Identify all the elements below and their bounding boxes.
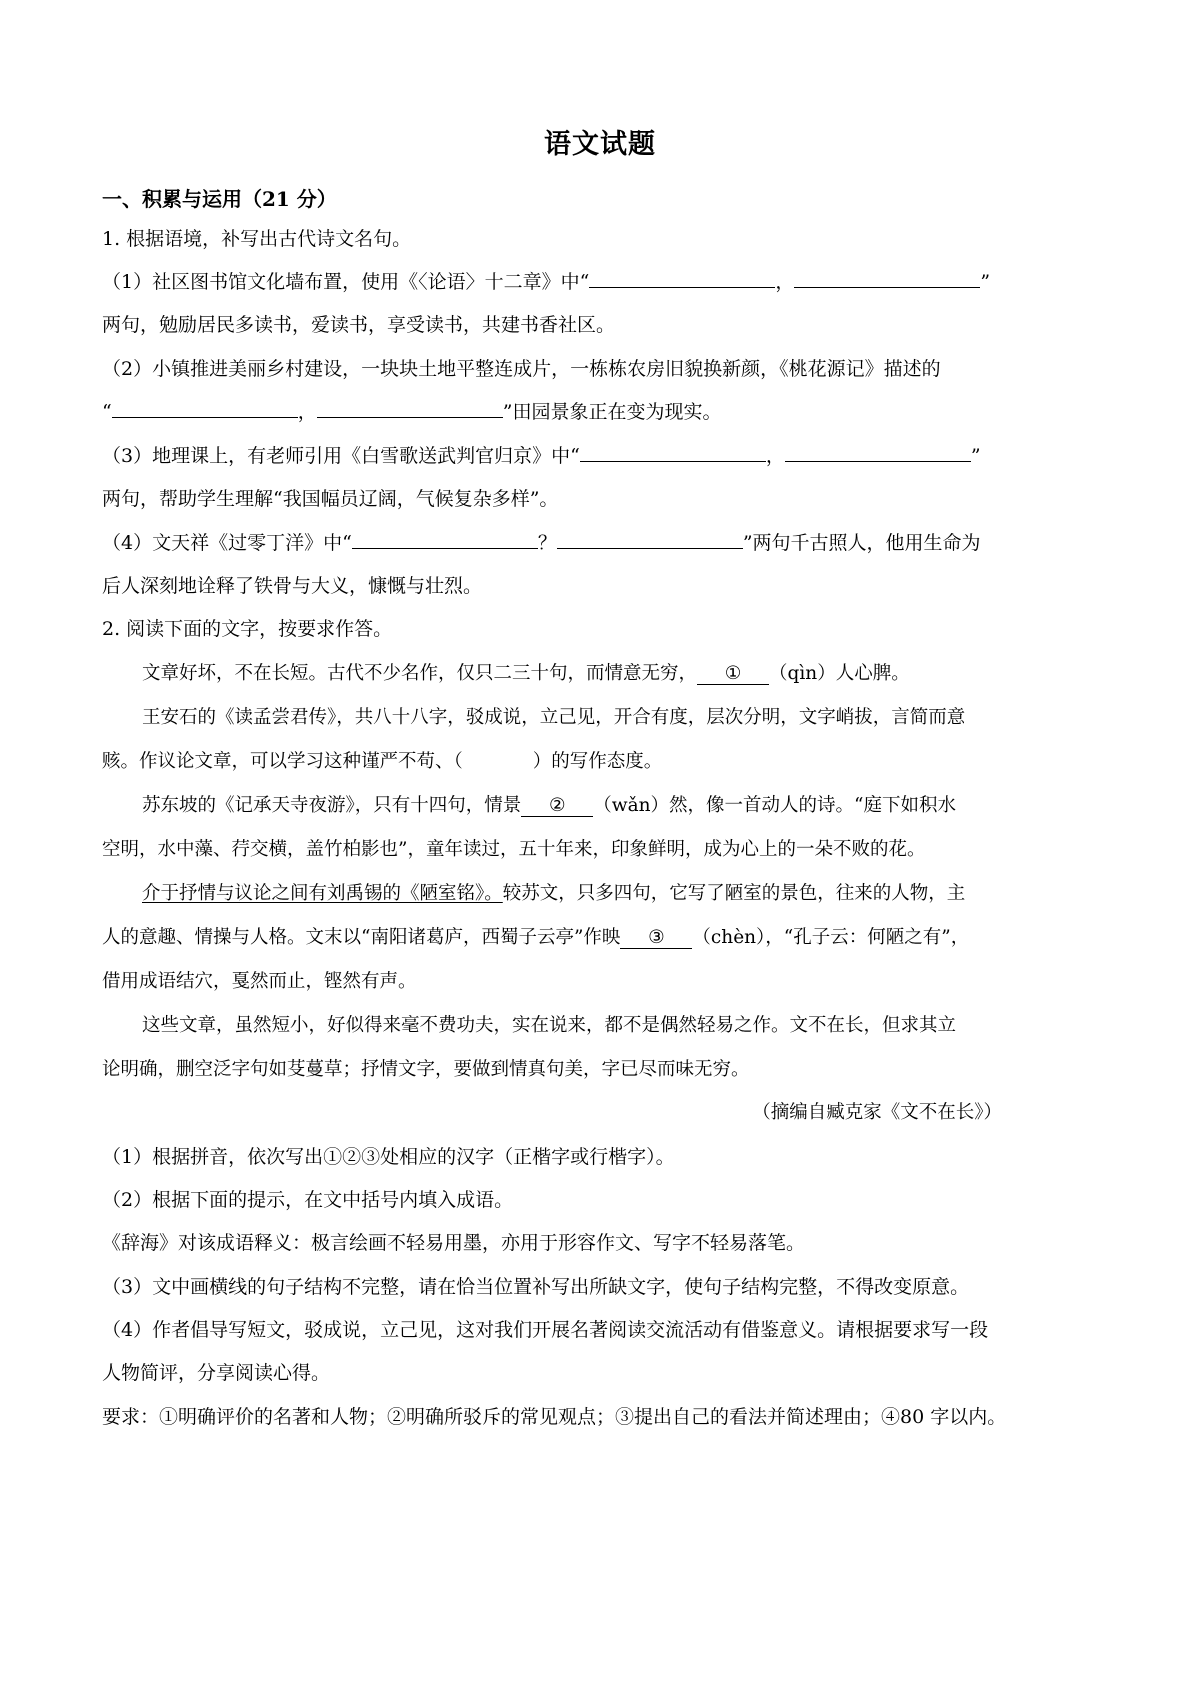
subquestion-2-hint: 《辞海》对该成语释义：极言绘画不轻易用墨，亦用于形容作文、写字不轻易落笔。 (102, 1232, 806, 1254)
blank-mark-2[interactable]: ② (521, 795, 593, 817)
requirements: 要求：①明确评价的名著和人物；②明确所驳斥的常见观点；③提出自己的看法并简述理由；④80 字以内。 (102, 1406, 1007, 1428)
passage-para-1: 文章好坏，不在长短。古代不少名作，仅只二三十句，而情意无穷， ① （qìn）人心脾。 (142, 663, 910, 684)
subquestion-2: （2）根据下面的提示，在文中括号内填入成语。 (102, 1189, 514, 1211)
section-heading: 一、积累与运用（21 分） (102, 187, 337, 211)
q1-part-1-cont: 两句，勉励居民多读书，爱读书，享受读书，共建书香社区。 (102, 314, 616, 336)
blank-mark-1[interactable]: ① (697, 663, 769, 685)
passage-para-3: 苏东坡的《记承天寺夜游》，只有十四句，情景 ② （wǎn）然，像一首动人的诗。“庭下如积水 (142, 795, 957, 816)
answer-blank[interactable] (785, 441, 971, 462)
passage-para-4: 介于抒情与议论之间有刘禹锡的《陋室铭》。较苏文，只多四句，它写了陋室的景色，往来的人物，主 (142, 883, 966, 904)
q1-part-4-cont: 后人深刻地诠释了铁骨与大义，慷慨与壮烈。 (102, 575, 483, 597)
passage-source: （摘编自臧克家《文不在长》） (752, 1102, 1002, 1123)
q1-part-3: （3）地理课上，有老师引用《白雪歌送武判官归京》中“ ， ” (102, 441, 981, 468)
underlined-sentence: 介于抒情与议论之间有刘禹锡的《陋室铭》。 (142, 883, 503, 904)
subquestion-1: （1）根据拼音，依次写出①②③处相应的汉字（正楷字或行楷字）。 (102, 1146, 675, 1168)
q1-part-2: （2）小镇推进美丽乡村建设，一块块土地平整连成片，一栋栋农房旧貌换新颜，《桃花源记》描述的 (102, 358, 941, 380)
passage-para-4-cont: 人的意趣、情操与人格。文末以“南阳诸葛庐，西蜀子云亭”作映 ③ （chèn），“孔子云：何陋之有”， (102, 927, 970, 948)
q1-part-3-cont: 两句，帮助学生理解“我国幅员辽阔，气候复杂多样”。 (102, 488, 559, 510)
answer-blank[interactable] (589, 267, 775, 288)
question-1-stem: 1. 根据语境，补写出古代诗文名句。 (102, 228, 412, 250)
answer-blank[interactable] (112, 397, 298, 418)
blank-mark-3[interactable]: ③ (620, 927, 692, 949)
passage-para-5: 这些文章，虽然短小，好似得来毫不费功夫，实在说来，都不是偶然轻易之作。文不在长，但求其立 (142, 1015, 957, 1036)
answer-blank[interactable] (794, 267, 980, 288)
passage-para-2-cont: 赅。作议论文章，可以学习这种谨严不苟、（ ）的写作态度。 (102, 751, 663, 772)
subquestion-3: （3）文中画横线的句子结构不完整，请在恰当位置补写出所缺文字，使句子结构完整，不得改变原意。 (102, 1276, 970, 1298)
passage-para-3-cont: 空明，水中藻、荇交横，盖竹柏影也”，童年读过，五十年来，印象鲜明，成为心上的一朵不败的花。 (102, 839, 926, 860)
page-title: 语文试题 (544, 129, 656, 160)
q1-part-2-cont: “ ， ”田园景象正在变为现实。 (102, 397, 721, 424)
passage-para-2: 王安石的《读孟尝君传》，共八十八字，驳成说，立己见，开合有度，层次分明，文字峭拔，言简而意 (142, 707, 966, 728)
answer-blank[interactable] (580, 441, 766, 462)
q1-part-1: （1）社区图书馆文化墙布置，使用《〈论语〉十二章》中“ ， ” (102, 267, 990, 294)
answer-blank[interactable] (317, 397, 503, 418)
question-2-stem: 2. 阅读下面的文字，按要求作答。 (102, 618, 393, 640)
answer-blank[interactable] (557, 528, 743, 549)
subquestion-4-cont: 人物简评，分享阅读心得。 (102, 1362, 331, 1384)
subquestion-4: （4）作者倡导写短文，驳成说，立己见，这对我们开展名著阅读交流活动有借鉴意义。请根据要求写一段 (102, 1319, 989, 1341)
answer-blank[interactable] (352, 528, 538, 549)
passage-para-4-end: 借用成语结穴，戛然而止，铿然有声。 (102, 971, 417, 992)
passage-para-5-cont: 论明确，删空泛字句如芟蔓草；抒情文字，要做到情真句美，字已尽而味无穷。 (102, 1059, 750, 1080)
q1-part-4: （4）文天祥《过零丁洋》中“ ？ ”两句千古照人，他用生命为 (102, 528, 981, 555)
